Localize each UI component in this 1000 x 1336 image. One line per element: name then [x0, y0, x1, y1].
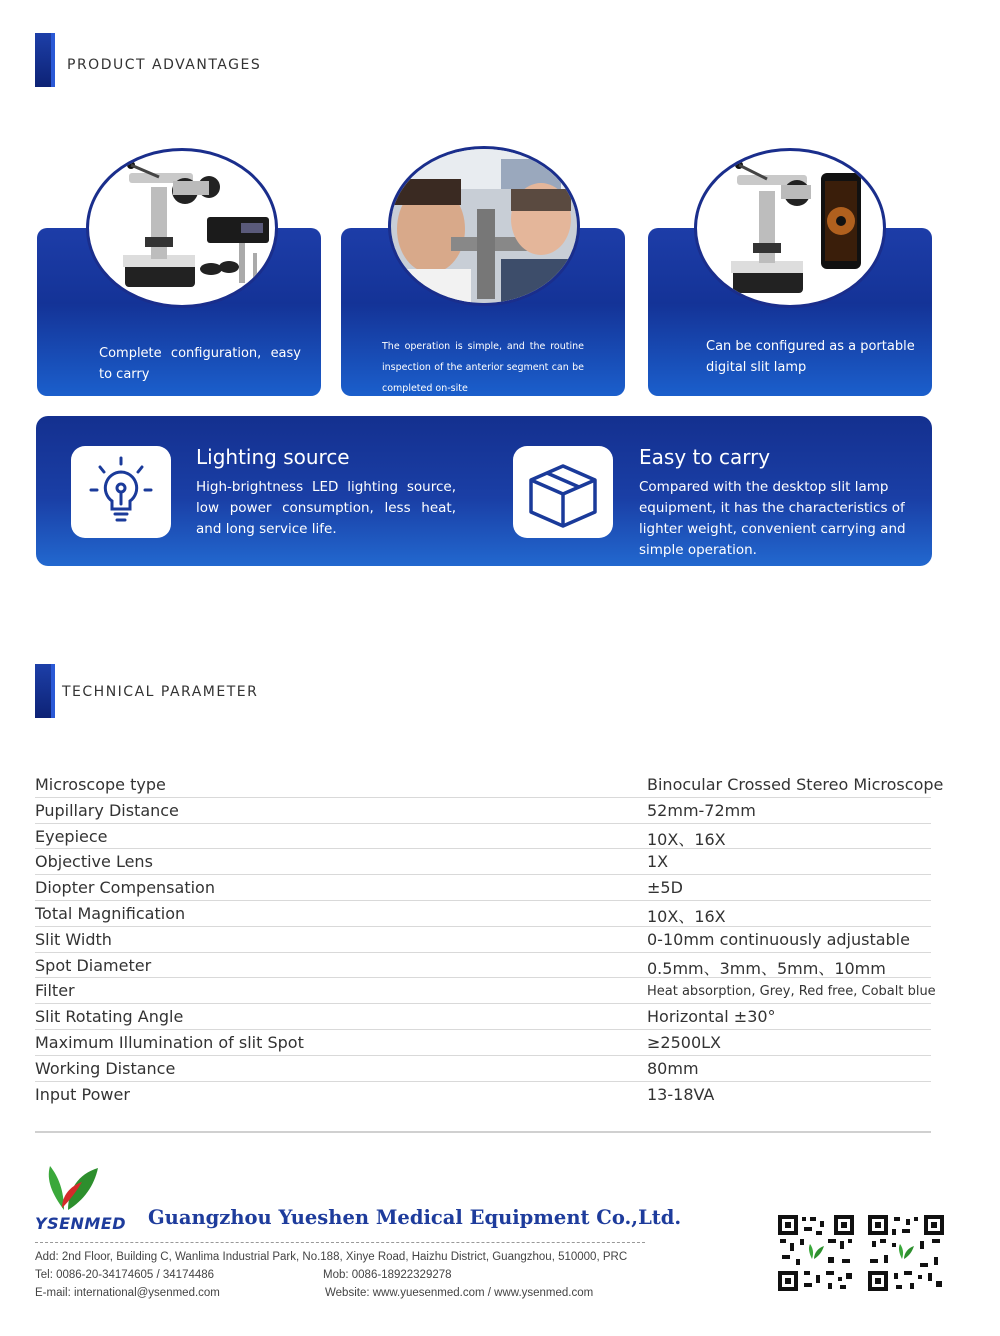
table-row	[35, 901, 931, 927]
param-key: Microscope type	[35, 775, 166, 794]
param-key: Slit Width	[35, 929, 112, 949]
advantage-card-text: Complete configuration, easy to carry	[99, 346, 301, 382]
table-row	[35, 1056, 931, 1082]
param-key: Working Distance	[35, 1058, 176, 1078]
slit-lamp-kit-image	[86, 148, 278, 308]
param-value: 80mm	[647, 1058, 699, 1078]
table-row	[35, 1030, 931, 1056]
param-key: Spot Diameter	[35, 955, 152, 975]
param-value: ≥2500LX	[647, 1032, 721, 1052]
heading-label: PRODUCT ADVANTAGES	[67, 57, 262, 73]
feature-description: Compared with the desktop slit lamp equipment, it has the characteristics of lighter weight, convenient carrying and simple operation.	[639, 479, 906, 558]
param-value: 0.5mm、3mm、5mm、10mm	[647, 958, 886, 978]
features-panel	[36, 416, 932, 566]
param-key: Total Magnification	[35, 903, 186, 923]
param-key: Maximum Illumination of slit Spot	[35, 1032, 304, 1052]
table-row	[35, 1004, 931, 1030]
param-value: 1X	[647, 852, 669, 872]
advantage-card-text: Can be configured as a portable digital slit lamp	[706, 339, 915, 375]
table-row	[35, 953, 931, 979]
lightbulb-icon	[71, 446, 171, 538]
param-value: 0-10mm continuously adjustable	[647, 929, 910, 949]
feature-title: Easy to carry	[639, 445, 771, 469]
advantage-card-text: The operation is simple, and the routine inspection of the anterior segment can be completed on-site	[382, 341, 584, 394]
box-icon-box	[513, 446, 613, 538]
param-value: 13-18VA	[647, 1084, 715, 1104]
slit-lamp-with-smartphone-image	[694, 148, 886, 308]
param-key: Filter	[35, 981, 75, 1001]
param-key: Pupillary Distance	[35, 800, 179, 820]
param-value: ±5D	[647, 878, 683, 898]
feature-description: High-brightness LED lighting source, low power consumption, less heat, and long service life.	[196, 479, 456, 537]
table-row	[35, 772, 944, 798]
section-heading-technical	[35, 664, 258, 718]
parameter-table	[35, 772, 944, 1107]
param-key: Objective Lens	[35, 852, 153, 872]
product-image-circle	[388, 146, 580, 294]
param-key: Diopter Compensation	[35, 878, 215, 898]
feature-title: Lighting source	[196, 445, 350, 469]
table-row	[35, 875, 931, 901]
footer-divider	[35, 1131, 931, 1133]
param-value: 52mm-72mm	[647, 800, 756, 820]
param-value: 10X、16X	[647, 829, 726, 849]
table-row	[35, 1082, 931, 1108]
product-image-circle	[694, 148, 886, 296]
table-row	[35, 798, 931, 824]
param-value: Horizontal ±30°	[647, 1007, 776, 1027]
param-value: 10X、16X	[647, 906, 726, 926]
param-key: Slit Rotating Angle	[35, 1007, 184, 1027]
param-value: Heat absorption, Grey, Red free, Cobalt blue	[647, 984, 936, 1000]
doctor-examining-patient-image	[388, 146, 580, 306]
qr-code-icon[interactable]	[866, 1213, 946, 1293]
website-text: Website: www.yuesenmed.com / www.ysenmed.com	[325, 1287, 594, 1299]
lightbulb-icon-box	[71, 446, 171, 538]
company-name: Guangzhou Yueshen Medical Equipment Co.,Ltd.	[148, 1206, 682, 1229]
qr-code-icon[interactable]	[776, 1213, 856, 1293]
tel-text: Tel: 0086-20-34174605 / 34174486	[35, 1269, 215, 1281]
param-key: Eyepiece	[35, 826, 108, 846]
footer-dash-line	[35, 1242, 645, 1243]
product-image-circle	[86, 148, 278, 296]
table-row	[35, 849, 931, 875]
section-heading-advantages	[35, 33, 261, 87]
table-row	[35, 927, 931, 953]
address-text: Add: 2nd Floor, Building C, Wanlima Industrial Park, No.188, Xinye Road, Haizhu District, Guangzhou, 510000, PRC	[35, 1251, 628, 1263]
box-icon	[513, 446, 613, 538]
table-row	[35, 824, 931, 850]
logo-text: YSENMED	[35, 1214, 127, 1233]
param-value: Binocular Crossed Stereo Microscope	[647, 775, 944, 794]
email-text: E-mail: international@ysenmed.com	[35, 1287, 220, 1299]
table-row	[35, 978, 936, 1004]
mobile-text: Mob: 0086-18922329278	[323, 1269, 452, 1281]
heading-label: TECHNICAL PARAMETER	[62, 684, 259, 700]
param-key: Input Power	[35, 1084, 130, 1104]
company-logo-icon	[42, 1160, 104, 1212]
